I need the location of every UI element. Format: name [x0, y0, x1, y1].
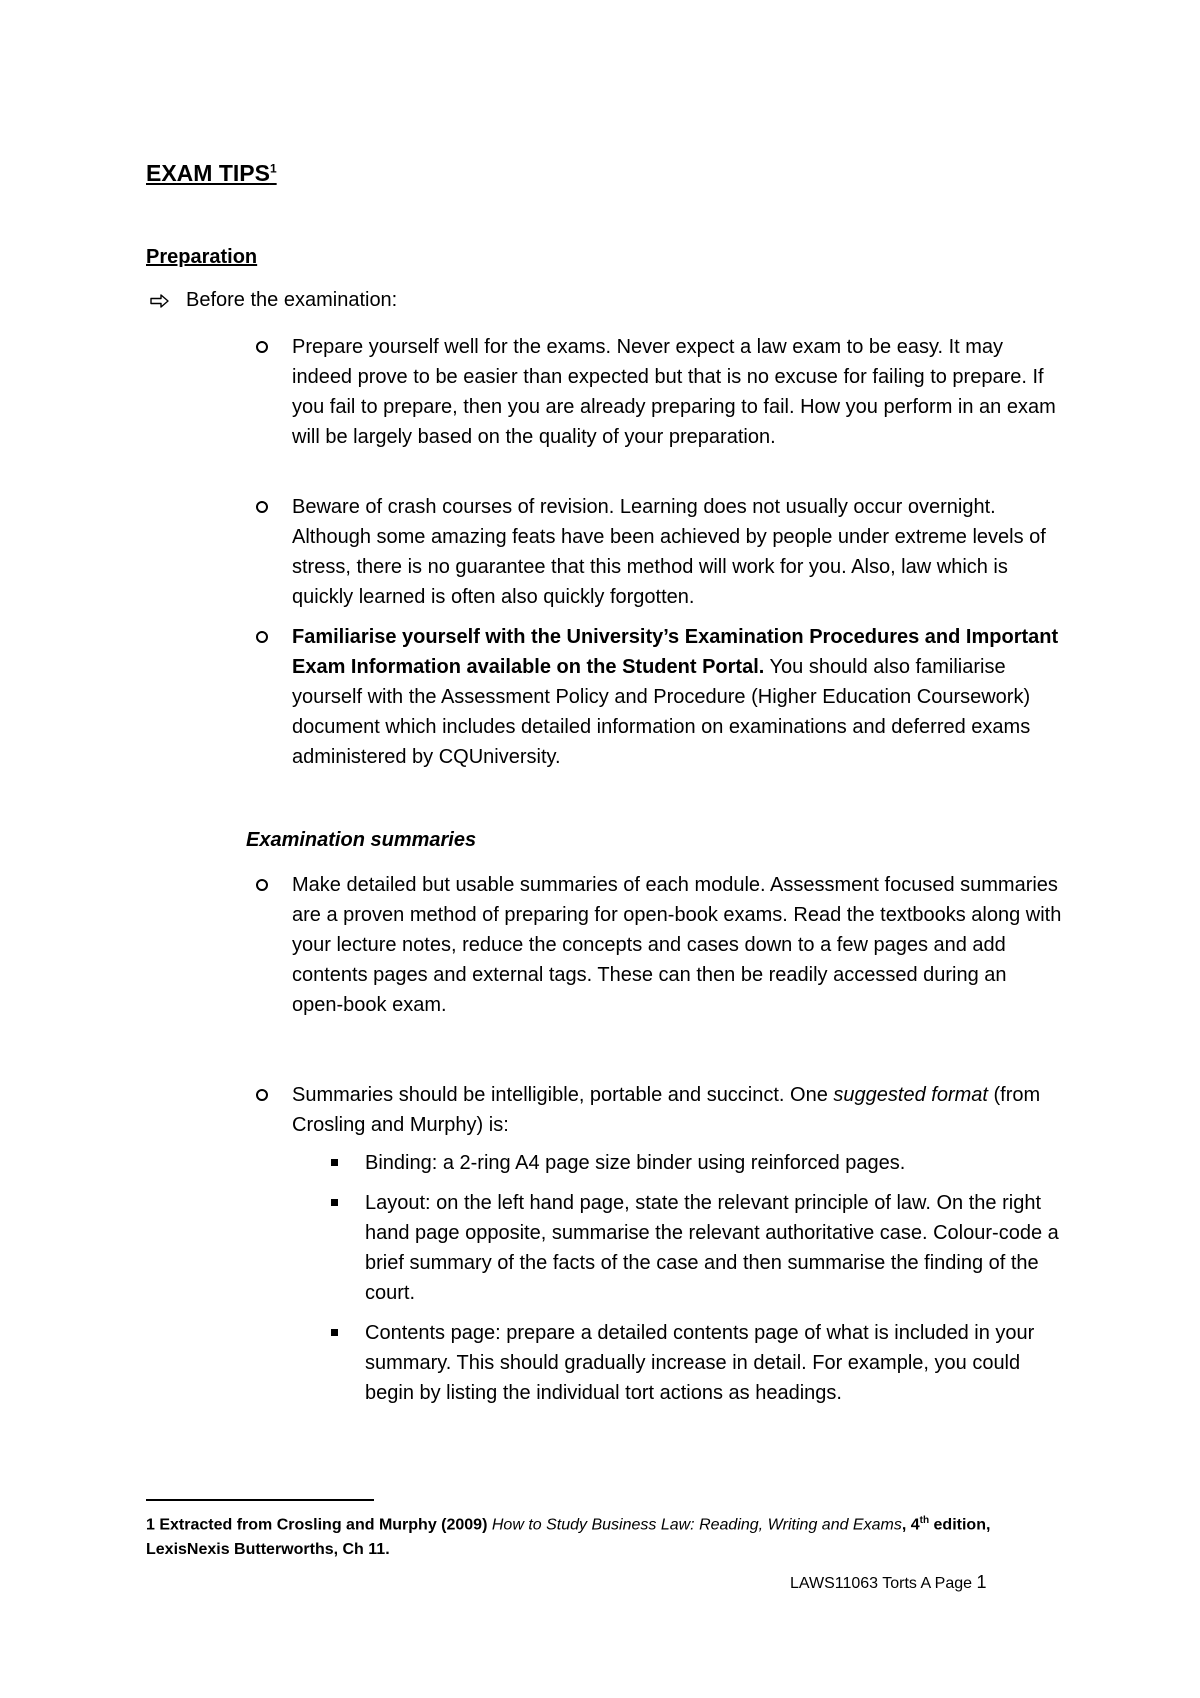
format-item-2 — [0, 1188, 1200, 1308]
list-item — [0, 1318, 1065, 1408]
list-item-text: Make detailed but usable summaries of each module. Assessment focused summaries are a proven method of preparing for open-book exams. Read the textbooks along with your lecture notes, reduce the concepts and cases down to a few pages and add contents pages and external tags. These can then be readily accessed during an open-book exam. — [292, 874, 1062, 1016]
footnote-lead: 1 Extracted from Crosling and Murphy (2009) — [146, 1516, 492, 1534]
prep-item-3 — [0, 622, 1200, 772]
circle-bullet-icon — [256, 501, 268, 513]
before-exam-text: Before the examination: — [186, 289, 398, 311]
format-item-3 — [0, 1318, 1200, 1408]
list-item-text: Layout: on the left hand page, state the relevant principle of law. On the right hand page opposite, summarise the relevant authoritative case. Colour-code a brief summary of the facts of the case and then summarise the finding of the court. — [365, 1192, 1059, 1304]
footnote-book-title: How to Study Business Law: Reading, Writing and Exams — [491, 1516, 902, 1534]
footnote-comma: , 4 — [901, 1516, 920, 1534]
footnote-divider — [146, 1499, 374, 1501]
summary-item-2 — [0, 1080, 1200, 1140]
list-item — [0, 492, 1062, 612]
list-item-text: Prepare yourself well for the exams. Never expect a law exam to be easy. It may indeed prove to be easier than expected but that is no excuse for failing to prepare. If you fail to prepare, then you are already preparing to fail. How you perform in an exam will be largely based on the quality of your preparation. — [292, 336, 1056, 448]
circle-bullet-icon — [256, 1089, 268, 1101]
circle-bullet-icon — [256, 879, 268, 891]
list-item — [0, 1080, 1062, 1140]
summary-item-1 — [0, 870, 1200, 1020]
list-item-text: Beware of crash courses of revision. Learning does not usually occur overnight. Although some amazing feats have been achieved by people under extreme levels of stress, there is no guarantee that this method will work for you. Also, law which is quickly learned is often also quickly forgotten. — [292, 496, 1046, 608]
square-bullet-icon — [331, 1159, 338, 1166]
summaries-heading: Examination summaries — [246, 829, 477, 851]
page-title — [146, 160, 277, 187]
square-bullet-icon — [331, 1199, 338, 1206]
page-number: 1 — [976, 1572, 987, 1592]
footnote — [146, 1508, 1046, 1562]
before-exam-line — [150, 289, 397, 312]
summary-italic: suggested format — [833, 1084, 988, 1106]
page-footer — [790, 1572, 987, 1593]
footnote-edition-sup: th — [919, 1515, 930, 1526]
preparation-heading: Preparation — [146, 246, 258, 268]
list-item — [0, 622, 1062, 772]
prep-item-1 — [0, 332, 1200, 452]
portal-item-rest: You should also familiarise yourself with the Assessment Policy and Procedure (Higher Education Coursework) document which includes detailed information on examinations and deferred exams administered by CQUniversity. — [292, 656, 1031, 768]
arrow-right-icon — [150, 294, 170, 308]
portal-item-bold: Familiarise yourself with the University’s Examination Procedures and Important Exam Information available on the Student Portal. — [292, 626, 1059, 678]
list-item — [0, 870, 1062, 1020]
circle-bullet-icon — [256, 341, 268, 353]
list-item-text: Contents page: prepare a detailed contents page of what is included in your summary. This should gradually increase in detail. For example, you could begin by listing the individual tort actions as headings. — [365, 1322, 1035, 1404]
title-text: EXAM TIPS — [146, 160, 270, 186]
footer-course: LAWS11063 Torts A Page — [790, 1575, 973, 1592]
list-item-text: Binding: a 2-ring A4 page size binder using reinforced pages. — [365, 1152, 906, 1174]
list-item — [0, 1188, 1065, 1308]
square-bullet-icon — [331, 1329, 338, 1336]
list-item — [0, 1148, 1065, 1178]
format-item-1 — [0, 1148, 1200, 1178]
title-footnote-ref: 1 — [269, 161, 277, 176]
footnote-tail: edition, LexisNexis Butterworths, Ch 11. — [146, 1516, 991, 1559]
summary-post: (from Crosling and Murphy) is: — [292, 1084, 1041, 1136]
circle-bullet-icon — [256, 631, 268, 643]
prep-item-2 — [0, 492, 1200, 612]
summary-pre: Summaries should be intelligible, portable and succinct. One — [292, 1084, 834, 1106]
list-item — [0, 332, 1062, 452]
